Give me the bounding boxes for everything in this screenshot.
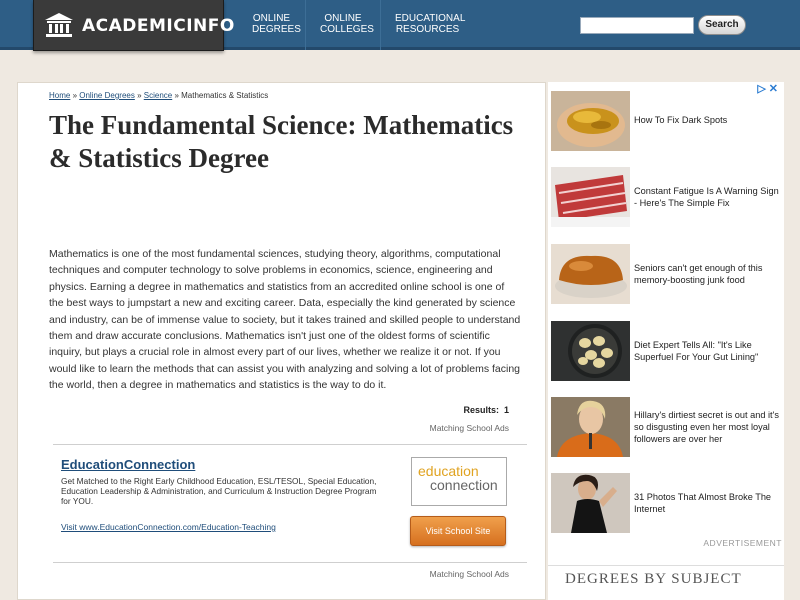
breadcrumb-separator: » bbox=[172, 91, 182, 100]
ad-thumbnail-skillet-food[interactable] bbox=[551, 321, 630, 381]
site-header bbox=[0, 0, 800, 50]
nav-label-line1: ONLINE bbox=[324, 13, 362, 24]
nav-online-degrees[interactable] bbox=[238, 0, 305, 50]
main-content bbox=[17, 82, 546, 600]
school-name-link[interactable]: EducationConnection bbox=[61, 457, 196, 472]
ad-thumbnail-woman-speaking[interactable] bbox=[551, 397, 630, 457]
ad-item[interactable] bbox=[551, 473, 781, 535]
ad-headline[interactable]: How To Fix Dark Spots bbox=[634, 115, 728, 125]
sidebar-ads bbox=[548, 82, 784, 600]
school-logo-line1: education bbox=[418, 463, 479, 479]
ad-choices-icon[interactable]: ▷✕ bbox=[757, 83, 781, 95]
nav-label-line1: ONLINE bbox=[252, 13, 291, 24]
ad-item[interactable] bbox=[551, 321, 781, 383]
nav-label-line2: DEGREES bbox=[252, 24, 301, 35]
ad-thumbnail-caramel-jelly[interactable] bbox=[551, 244, 630, 304]
building-columns-icon bbox=[44, 12, 74, 38]
search-button[interactable]: Search bbox=[698, 15, 746, 35]
advertisement-label: ADVERTISEMENT bbox=[703, 538, 782, 548]
intro-paragraph: Mathematics is one of the most fundamental sciences, studying theory, algorithms, computational techniques and computer technology to solve problems in economics, science, engineering and physics. Earning a degree in mathematics and statistics from an accredited online school is one of the best ways to jumpstart a new and exciting career. Data, especially the kind generated by science and industry, can be of immense value to society, but it takes trained and skilled people to understand them and draw accurate conclusions. Mathematics isn't just one of the oldest forms of scientific inquiry, but plays a crucial role in almost every part of our lives, whether we realize it or not. If you would like to learn the methods that can assist you with analyzing and solving a lot of problems facing the world, then a degree in mathematics and statistics is the way to do it. bbox=[49, 248, 521, 392]
ad-item[interactable] bbox=[551, 91, 781, 153]
matching-school-ads-label: Matching School Ads bbox=[429, 423, 509, 433]
ad-headline[interactable]: Constant Fatigue Is A Warning Sign - Here's The Simple Fix bbox=[634, 186, 779, 208]
breadcrumb-separator: » bbox=[70, 91, 80, 100]
degrees-by-subject-box bbox=[548, 565, 784, 600]
ad-headline[interactable]: 31 Photos That Almost Broke The Internet bbox=[634, 492, 772, 514]
visit-school-site-button[interactable]: Visit School Site bbox=[410, 516, 506, 546]
ad-headline[interactable]: Diet Expert Tells All: "It's Like Superfuel For Your Gut Lining" bbox=[634, 340, 759, 362]
breadcrumb-online-degrees-link[interactable]: Online Degrees bbox=[79, 91, 135, 100]
breadcrumb-current: Mathematics & Statistics bbox=[181, 91, 269, 100]
breadcrumb-science-link[interactable]: Science bbox=[143, 91, 173, 100]
school-description: Get Matched to the Right Early Childhood Education, ESL/TESOL, Special Education, Education Leadership & Administration, and Curriculum & Instruction Degree Program for YOU. bbox=[61, 476, 377, 507]
school-logo[interactable] bbox=[411, 457, 507, 506]
ad-thumbnail-raw-meat[interactable] bbox=[551, 167, 630, 227]
breadcrumb-home-link[interactable]: Home bbox=[49, 91, 71, 100]
ad-headline[interactable]: Seniors can't get enough of this memory-boosting junk food bbox=[634, 263, 763, 285]
results-label: Results: bbox=[463, 405, 499, 415]
results-count bbox=[463, 405, 509, 415]
site-logo[interactable] bbox=[33, 0, 235, 51]
breadcrumb bbox=[49, 91, 268, 100]
divider bbox=[53, 562, 527, 563]
nav-label-line1: EDUCATIONAL bbox=[395, 13, 466, 24]
ad-item[interactable] bbox=[551, 167, 781, 229]
search-input[interactable] bbox=[580, 17, 694, 34]
ad-thumbnail-woman-dress[interactable] bbox=[551, 473, 630, 533]
ad-thumbnail-hand-gold[interactable] bbox=[551, 91, 630, 151]
matching-school-ads-label: Matching School Ads bbox=[429, 569, 509, 579]
nav-educational-resources[interactable] bbox=[380, 0, 474, 50]
nav-online-colleges[interactable] bbox=[305, 0, 380, 50]
logo-text: ACADEMICINFO bbox=[82, 16, 235, 36]
ad-item[interactable] bbox=[551, 244, 781, 306]
degrees-by-subject-title: DEGREES BY SUBJECT bbox=[565, 571, 742, 587]
school-url-link[interactable]: Visit www.EducationConnection.com/Education-Teaching bbox=[61, 522, 276, 532]
page-title: The Fundamental Science: Mathematics & Statistics Degree bbox=[49, 110, 514, 173]
school-logo-line2: connection bbox=[430, 477, 498, 493]
nav-label-line2: RESOURCES bbox=[395, 24, 460, 35]
divider bbox=[53, 444, 527, 445]
nav-label-line2: COLLEGES bbox=[320, 24, 374, 35]
main-nav bbox=[238, 0, 474, 50]
breadcrumb-separator: » bbox=[134, 91, 144, 100]
ad-item[interactable] bbox=[551, 397, 781, 459]
ad-headline[interactable]: Hillary's dirtiest secret is out and it's so disgusting even her most loyal followers are over her bbox=[634, 410, 779, 444]
results-number: 1 bbox=[503, 405, 509, 415]
